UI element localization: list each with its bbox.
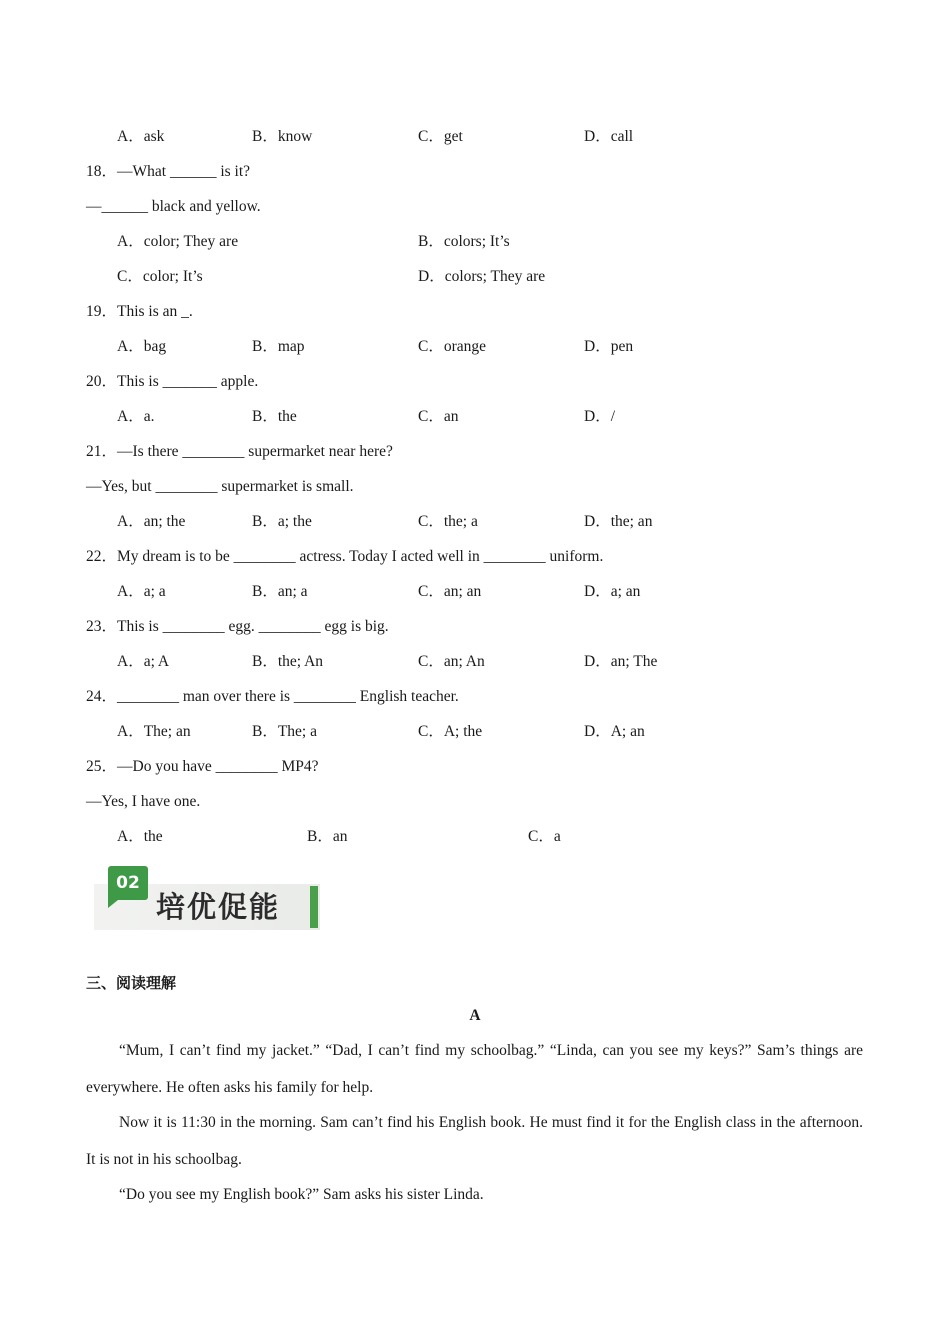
q20-stem: 20．This is _______ apple. — [86, 373, 259, 390]
q22-option-a: A．a; a — [117, 583, 166, 600]
section-heading: 三、阅读理解 — [86, 974, 177, 992]
passage-paragraph-1: “Mum, I can’t find my jacket.” “Dad, I can’t find my schoolbag.” “Linda, can you see my keys?” Sam’s things are everywhere. He often asks his family for help. — [86, 1042, 863, 1096]
q17-option-c: C．get — [418, 128, 463, 145]
q18-stem: 18．—What ______ is it? — [86, 163, 251, 180]
q21-option-b: B．a; the — [252, 513, 312, 530]
q24-option-c: C．A; the — [418, 723, 483, 740]
banner-number-badge: 02 — [108, 866, 148, 900]
q23-option-c: C．an; An — [418, 653, 485, 670]
q23-option-b: B．the; An — [252, 653, 324, 670]
q25-line2: —Yes, I have one. — [86, 793, 201, 810]
q23-option-d: D．an; The — [584, 653, 658, 670]
q22-option-c: C．an; an — [418, 583, 482, 600]
q22-option-b: B．an; a — [252, 583, 308, 600]
passage-paragraph-3: “Do you see my English book?” Sam asks his sister Linda. — [119, 1186, 484, 1203]
q21-line2: —Yes, but ________ supermarket is small. — [86, 478, 354, 495]
q23-option-a: A．a; A — [117, 653, 170, 670]
q19-option-d: D．pen — [584, 338, 634, 355]
q24-stem: 24．________ man over there is ________ English teacher. — [86, 688, 459, 705]
q19-option-b: B．map — [252, 338, 305, 355]
q25-stem: 25．—Do you have ________ MP4? — [86, 758, 319, 775]
q25-option-a: A．the — [117, 828, 163, 845]
q24-option-a: A．The; an — [117, 723, 191, 740]
q18-option-a: A．color; They are — [117, 233, 239, 250]
passage-paragraph-2: Now it is 11:30 in the morning. Sam can’t find his English book. He must find it for the English class in the afternoon. It is not in his schoolbag. — [86, 1114, 863, 1168]
q24-option-d: D．A; an — [584, 723, 645, 740]
speech-tail-icon — [108, 900, 118, 908]
q21-option-d: D．the; an — [584, 513, 653, 530]
q18-option-c: C．color; It’s — [117, 268, 203, 285]
q25-option-b: B．an — [307, 828, 348, 845]
q20-option-a: A．a. — [117, 408, 155, 425]
q20-option-d: D．/ — [584, 408, 616, 425]
q17-option-b: B．know — [252, 128, 313, 145]
q21-option-c: C．the; a — [418, 513, 478, 530]
q25-option-c: C．a — [528, 828, 561, 845]
q17-option-a: A．ask — [117, 128, 165, 145]
q20-option-b: B．the — [252, 408, 297, 425]
q22-option-d: D．a; an — [584, 583, 641, 600]
q17-option-d: D．call — [584, 128, 634, 145]
passage-label: A — [469, 1007, 481, 1024]
q19-option-c: C．orange — [418, 338, 487, 355]
q24-option-b: B．The; a — [252, 723, 317, 740]
banner-accent-bar — [310, 886, 318, 928]
q20-option-c: C．an — [418, 408, 459, 425]
q18-option-d: D．colors; They are — [418, 268, 546, 285]
q21-option-a: A．an; the — [117, 513, 186, 530]
section-banner — [94, 866, 320, 932]
q18-option-b: B．colors; It’s — [418, 233, 510, 250]
q21-stem: 21．—Is there ________ supermarket near here? — [86, 443, 393, 460]
banner-title: 培优促能 — [156, 890, 281, 924]
q22-stem: 22．My dream is to be ________ actress. Today I acted well in ________ uniform. — [86, 548, 604, 565]
q19-option-a: A．bag — [117, 338, 167, 355]
q19-stem: 19．This is an _. — [86, 303, 193, 320]
q23-stem: 23．This is ________ egg. ________ egg is big. — [86, 618, 389, 635]
q18-line2: —______ black and yellow. — [86, 198, 261, 215]
